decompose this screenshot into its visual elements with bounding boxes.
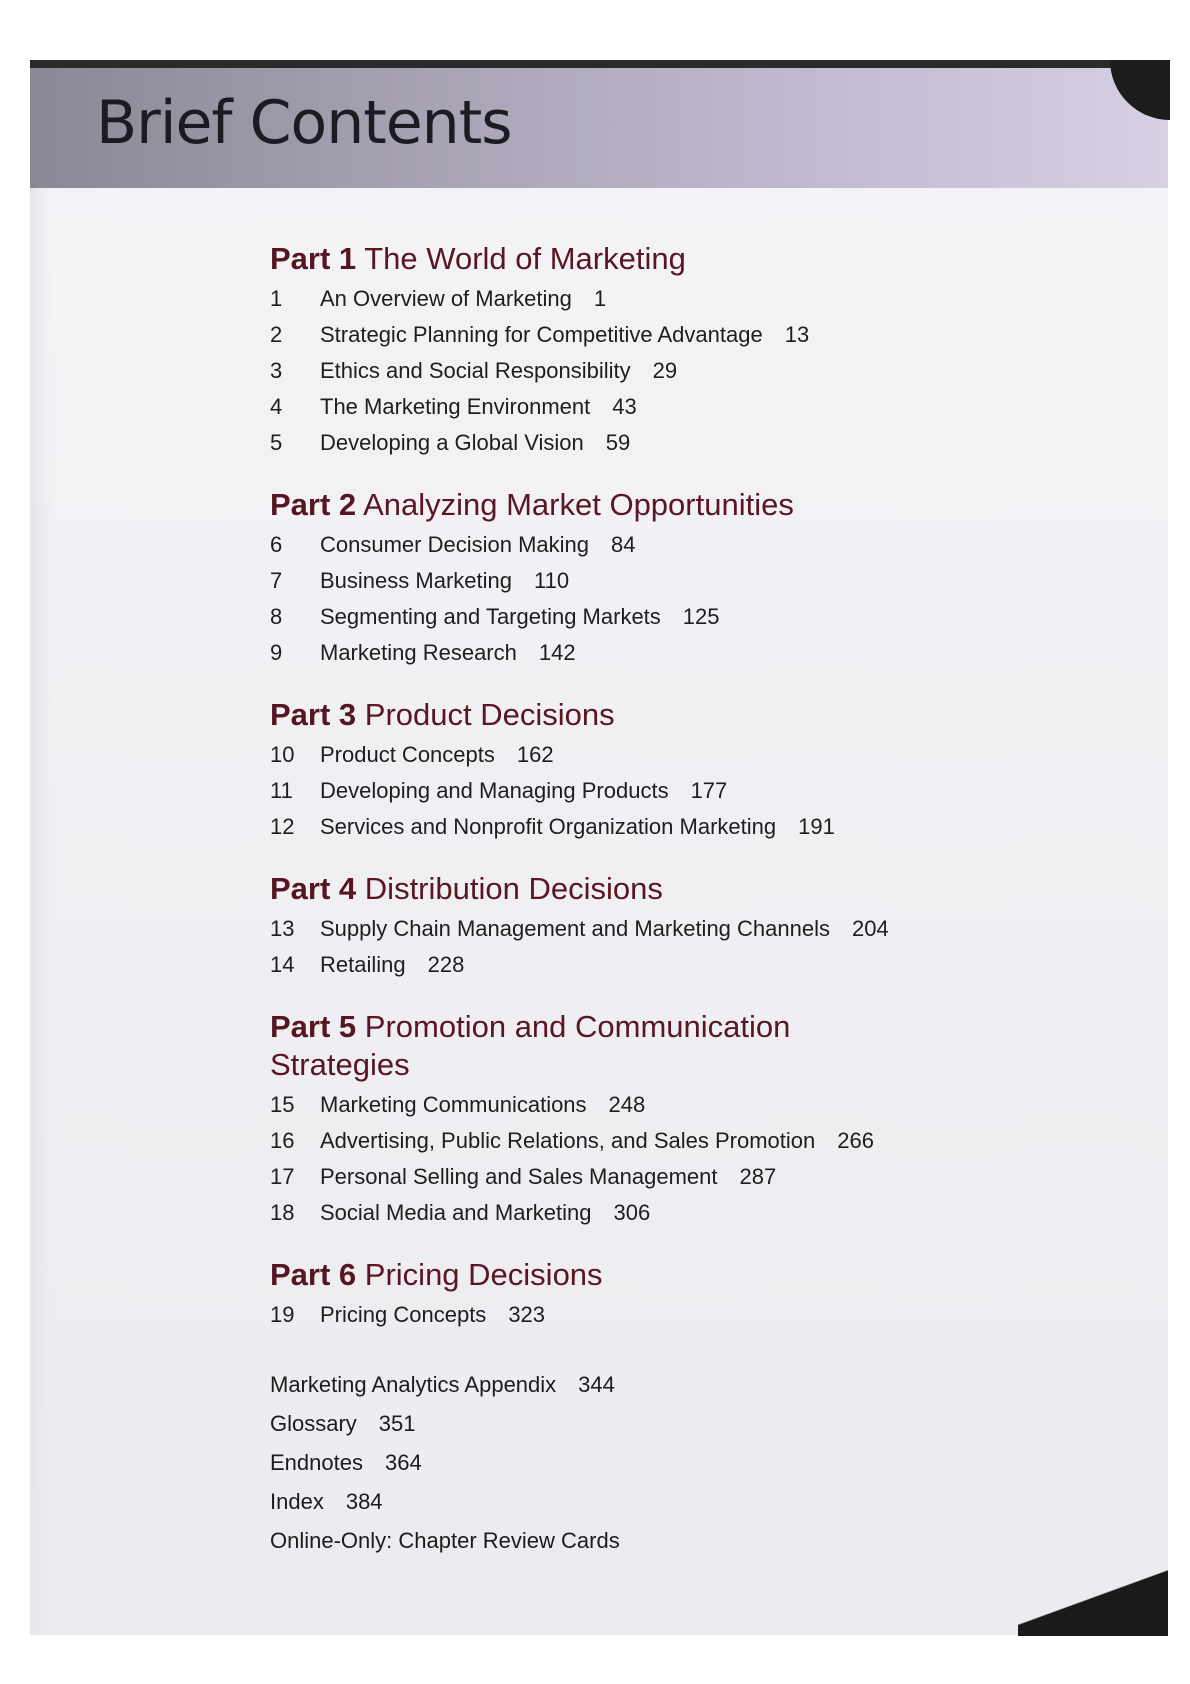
back-matter-item[interactable]: [270, 1489, 970, 1528]
chapter-title: Strategic Planning for Competitive Advantage: [320, 322, 763, 347]
chapter-entry[interactable]: [270, 1164, 970, 1200]
chapter-title: Consumer Decision Making: [320, 532, 589, 557]
chapter-entry[interactable]: [270, 916, 970, 952]
part-label: Part 5: [270, 1009, 357, 1044]
back-matter-page: 344: [578, 1372, 615, 1397]
chapter-page: 125: [682, 604, 720, 629]
chapter-number: 18: [270, 1200, 295, 1225]
chapter-entry[interactable]: [270, 322, 970, 358]
chapter-page: 306: [613, 1200, 651, 1225]
chapter-title: Social Media and Marketing: [320, 1200, 592, 1225]
chapter-number: 8: [270, 604, 283, 629]
chapter-page: 1: [593, 286, 607, 311]
chapter-number: 9: [270, 640, 283, 665]
chapter-page: 323: [508, 1302, 546, 1327]
chapter-page: 248: [608, 1092, 646, 1117]
chapter-entry[interactable]: [270, 1092, 970, 1128]
part-title: Promotion and Communication Strategies: [270, 1009, 791, 1082]
back-matter-item[interactable]: [270, 1411, 970, 1450]
chapter-number: 4: [270, 394, 283, 419]
back-matter-title: Endnotes: [270, 1450, 363, 1475]
back-matter-list: [270, 1372, 970, 1567]
chapter-title: Developing a Global Vision: [320, 430, 584, 455]
chapter-title: Product Concepts: [320, 742, 495, 767]
chapter-page: 191: [798, 814, 835, 839]
chapter-page: 43: [612, 394, 637, 419]
part-label: Part 3: [270, 697, 357, 732]
back-matter-title: Marketing Analytics Appendix: [270, 1372, 557, 1397]
part-heading: [270, 1008, 850, 1084]
chapter-title: An Overview of Marketing: [320, 286, 572, 311]
chapter-number: 6: [270, 532, 283, 557]
chapter-number: 12: [270, 814, 295, 839]
part-section: [270, 1008, 970, 1236]
table-of-contents: [270, 240, 970, 1567]
part-title: Pricing Decisions: [364, 1257, 603, 1292]
part-label: Part 2: [270, 487, 357, 522]
back-matter-item[interactable]: [270, 1450, 970, 1489]
back-matter-page: 351: [378, 1411, 416, 1436]
chapter-number: 19: [270, 1302, 295, 1327]
chapter-number: 3: [270, 358, 283, 383]
chapter-title: The Marketing Environment: [320, 394, 591, 419]
chapter-entry[interactable]: [270, 532, 970, 568]
chapter-number: 15: [270, 1092, 295, 1117]
chapter-title: Marketing Communications: [320, 1092, 587, 1117]
chapter-number: 14: [270, 952, 295, 977]
part-heading: [270, 696, 850, 734]
chapter-page: 204: [851, 916, 889, 941]
part-label: Part 1: [270, 241, 357, 276]
chapter-entry[interactable]: [270, 394, 970, 430]
chapter-page: 142: [538, 640, 576, 665]
chapter-number: 17: [270, 1164, 295, 1189]
part-section: [270, 240, 970, 466]
chapter-number: 10: [270, 742, 295, 767]
part-heading: [270, 240, 850, 278]
chapter-entry[interactable]: [270, 742, 970, 778]
back-matter-title: Glossary: [270, 1411, 357, 1436]
part-label: Part 4: [270, 871, 357, 906]
chapter-page: 162: [516, 742, 554, 767]
part-title: Distribution Decisions: [364, 871, 663, 906]
part-heading: [270, 486, 850, 524]
back-matter-page: 384: [345, 1489, 383, 1514]
part-heading: [270, 1256, 850, 1294]
chapter-entry[interactable]: [270, 358, 970, 394]
chapter-title: Marketing Research: [320, 640, 517, 665]
part-title: The World of Marketing: [364, 241, 686, 276]
back-matter-item[interactable]: [270, 1372, 970, 1411]
back-matter-title: Online-Only: Chapter Review Cards: [270, 1528, 620, 1553]
part-heading: [270, 870, 850, 908]
chapter-title: Developing and Managing Products: [320, 778, 669, 803]
part-section: [270, 870, 970, 988]
chapter-title: Retailing: [320, 952, 406, 977]
chapter-title: Supply Chain Management and Marketing Channels: [320, 916, 830, 941]
chapter-page: 177: [690, 778, 728, 803]
chapter-page: 13: [784, 322, 810, 347]
chapter-title: Personal Selling and Sales Management: [320, 1164, 718, 1189]
part-section: [270, 486, 970, 676]
chapter-number: 2: [270, 322, 283, 347]
part-section: [270, 1256, 970, 1338]
page-title: Brief Contents: [96, 88, 512, 158]
chapter-page: 228: [427, 952, 465, 977]
chapter-entry[interactable]: [270, 1128, 970, 1164]
chapter-entry[interactable]: [270, 778, 970, 814]
chapter-page: 84: [611, 532, 636, 557]
part-title: Product Decisions: [364, 697, 615, 732]
chapter-title: Segmenting and Targeting Markets: [320, 604, 661, 629]
back-matter-item[interactable]: [270, 1528, 970, 1567]
back-matter-title: Index: [270, 1489, 324, 1514]
chapter-title: Business Marketing: [320, 568, 512, 593]
chapter-page: 59: [605, 430, 631, 455]
chapter-title: Services and Nonprofit Organization Marketing: [320, 814, 777, 839]
part-title: Analyzing Market Opportunities: [363, 487, 794, 522]
chapter-number: 7: [270, 568, 283, 593]
chapter-title: Pricing Concepts: [320, 1302, 487, 1327]
part-label: Part 6: [270, 1257, 357, 1292]
chapter-number: 16: [270, 1128, 295, 1153]
chapter-number: 1: [270, 286, 283, 311]
chapter-number: 13: [270, 916, 295, 941]
chapter-page: 110: [533, 568, 570, 593]
chapter-number: 5: [270, 430, 283, 455]
chapter-entry[interactable]: [270, 1302, 970, 1338]
chapter-entry[interactable]: [270, 286, 970, 322]
part-section: [270, 696, 970, 850]
chapter-page: 287: [739, 1164, 777, 1189]
page-corner-bottom-right: [1018, 1570, 1168, 1636]
chapter-title: Ethics and Social Responsibility: [320, 358, 631, 383]
chapter-number: 11: [270, 778, 293, 803]
chapter-title: Advertising, Public Relations, and Sales Promotion: [320, 1128, 816, 1153]
chapter-entry[interactable]: [270, 430, 970, 466]
chapter-page: 266: [837, 1128, 874, 1153]
chapter-entry[interactable]: [270, 604, 970, 640]
chapter-entry[interactable]: [270, 814, 970, 850]
chapter-entry[interactable]: [270, 952, 970, 988]
chapter-page: 29: [652, 358, 678, 383]
chapter-entry[interactable]: [270, 640, 970, 676]
page-edge-shadow: [30, 180, 52, 1635]
chapter-entry[interactable]: [270, 1200, 970, 1236]
chapter-entry[interactable]: [270, 568, 970, 604]
back-matter-page: 364: [384, 1450, 422, 1475]
